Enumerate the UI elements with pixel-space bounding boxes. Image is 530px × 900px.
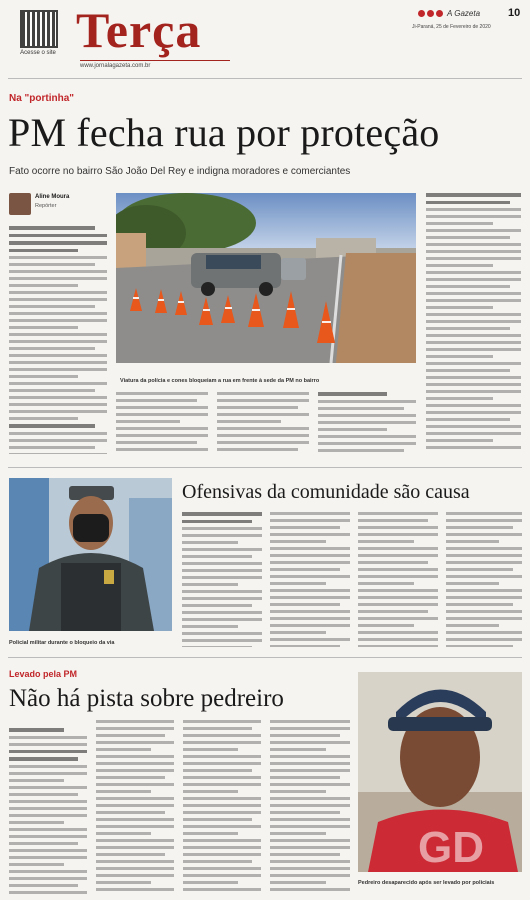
story1-text-column	[318, 392, 416, 454]
story2-text-column	[358, 512, 438, 647]
story3-photo	[358, 672, 522, 872]
brand-dot-icon	[436, 10, 443, 17]
story3-headline: Não há pista sobre pedreiro	[9, 685, 284, 712]
date-line: Ji-Paraná, 25 de Fevereiro de 2020	[412, 24, 491, 30]
story3-kicker: Levado pela PM	[9, 669, 78, 679]
story2-text-column	[446, 512, 522, 647]
byline-name: Aline Moura	[35, 194, 70, 200]
section-divider	[8, 467, 522, 468]
byline-avatar	[9, 193, 31, 215]
story1-text-column	[217, 392, 309, 454]
brand-dot-icon	[418, 10, 425, 17]
story1-headline: PM fecha rua por proteção	[8, 110, 440, 155]
story3-text-column	[96, 720, 174, 894]
brand-logo	[418, 9, 480, 18]
story3-text-column	[183, 720, 261, 894]
story1-subhead: Fato ocorre no bairro São João Del Rey e indigna moradores e comerciantes	[9, 166, 351, 177]
qr-code	[20, 10, 58, 48]
police-officer-image	[9, 478, 172, 631]
story2-photo-caption: Policial militar durante o bloqueio da via	[9, 640, 115, 646]
watermark-text: GD	[418, 823, 484, 872]
story3-text-column	[9, 728, 87, 894]
byline-role: Repórter	[35, 203, 57, 209]
story1-photo	[116, 193, 416, 363]
story2-text-column	[182, 512, 262, 647]
section-divider	[8, 657, 522, 658]
story1-text-column	[9, 226, 107, 454]
story2-photo	[9, 478, 172, 631]
story1-photo-caption: Viatura da polícia e cones bloqueiam a rua em frente à sede da PM no bairro	[120, 378, 320, 384]
section-title: Terça	[76, 2, 202, 58]
header-divider	[8, 78, 522, 79]
story2-text-column	[270, 512, 350, 647]
street-scene-image	[116, 193, 416, 363]
missing-man-image	[358, 672, 522, 872]
story1-kicker: Na "portinha"	[9, 93, 75, 104]
site-url[interactable]: www.jornalagazeta.com.br	[80, 60, 230, 69]
page-number: 10	[508, 7, 521, 19]
story2-headline: Ofensivas da comunidade são causa	[182, 481, 470, 503]
brand-name: A Gazeta	[447, 9, 481, 18]
qr-caption: Acesse o site	[20, 50, 56, 56]
brand-dot-icon	[427, 10, 434, 17]
story3-text-column	[270, 720, 350, 894]
story3-photo-caption: Pedreiro desaparecido após ser levado por policiais	[358, 880, 495, 886]
story1-text-column	[116, 392, 208, 454]
story1-right-column	[426, 193, 521, 453]
